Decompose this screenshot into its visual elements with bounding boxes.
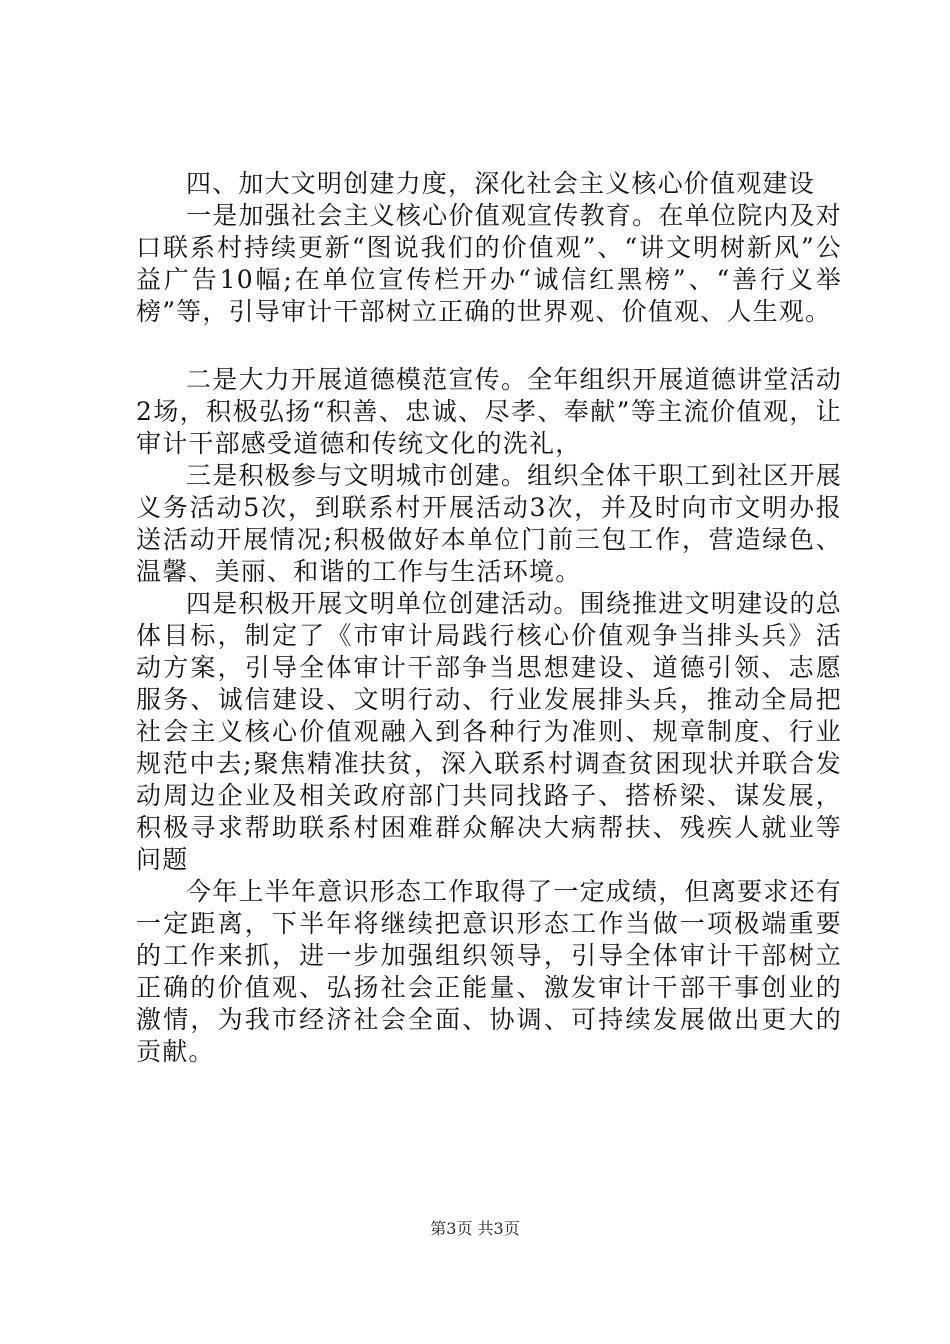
paragraph-2: 二是大力开展道德模范宣传。全年组织开展道德讲堂活动2场，积极弘扬“积善、忠诚、尽孝、奉献”等主流价值观，让审计干部感受道德和传统文化的洗礼， — [136, 365, 842, 458]
paragraph-1: 一是加强社会主义核心价值观宣传教育。在单位院内及对口联系村持续更新“图说我们的价值观”、“讲文明树新风”公益广告10幅;在单位宣传栏开办“诚信红黑榜”、“善行义举榜”等，引导审计干部树立正确的世界观、价值观、人生观。 — [136, 201, 842, 326]
paragraph-3: 三是积极参与文明城市创建。组织全体干职工到社区开展义务活动5次，到联系村开展活动3次，并及时向市文明办报送活动开展情况;积极做好本单位门前三包工作，营造绿色、温馨、美丽、和谐的工作与生活环境。 — [136, 461, 842, 586]
paragraph-4: 四是积极开展文明单位创建活动。围绕推进文明建设的总体目标，制定了《市审计局践行核心价值观争当排头兵》活动方案，引导全体审计干部争当思想建设、道德引领、志愿服务、诚信建设、文明行动、行业发展排头兵，推动全局把社会主义核心价值观融入到各种行为准则、规章制度、行业规范中去;聚焦精准扶贫，深入联系村调查贫困现状并联合发动周边企业及相关政府部门共同找路子、搭桥梁、谋发展，积极寻求帮助联系村困难群众解决大病帮扶、残疾人就业等问题 — [136, 589, 842, 874]
paragraph-5: 今年上半年意识形态工作取得了一定成绩，但离要求还有一定距离，下半年将继续把意识形态工作当做一项极端重要的工作来抓，进一步加强组织领导，引导全体审计干部树立正确的价值观、弘扬社会正能量、激发审计干部干事创业的激情，为我市经济社会全面、协调、可持续发展做出更大的贡献。 — [136, 877, 842, 1066]
document-body — [136, 168, 842, 1068]
section-heading: 四、加大文明创建力度，深化社会主义核心价值观建设 — [186, 169, 815, 198]
page-footer: 第3页 共3页 — [430, 1219, 520, 1238]
paragraph-gap — [136, 328, 842, 364]
